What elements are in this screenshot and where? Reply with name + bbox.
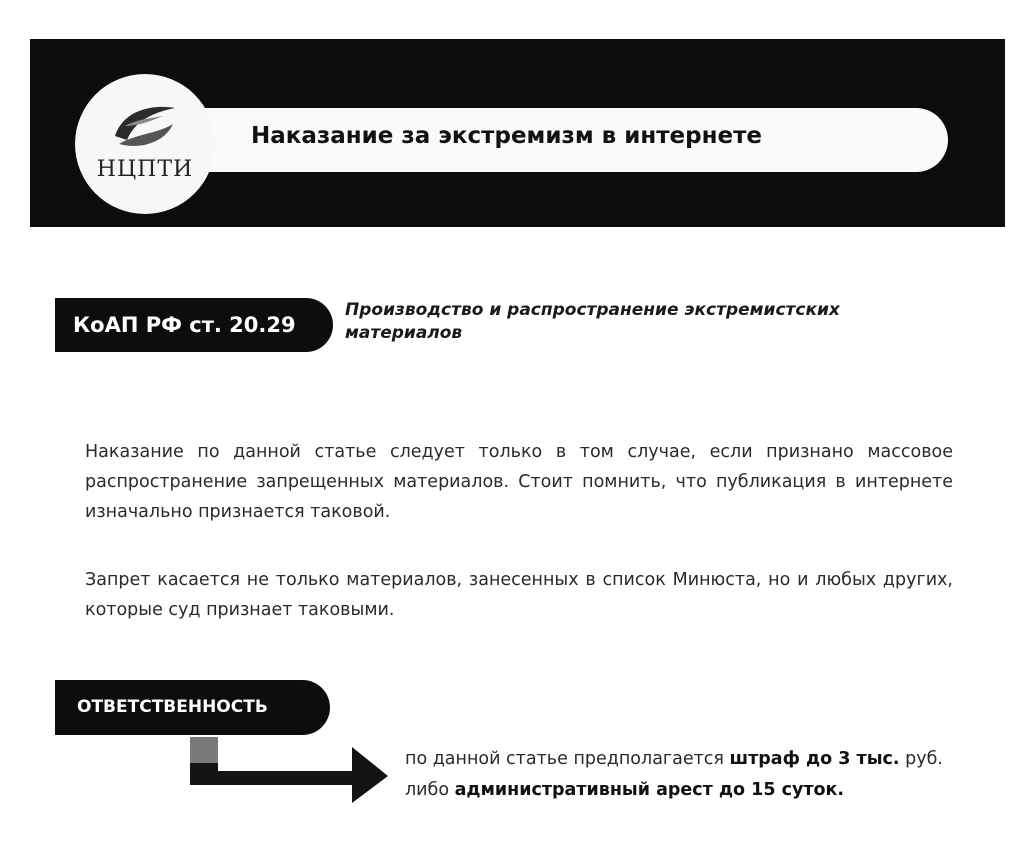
logo-text: НЦПТИ — [96, 157, 194, 182]
law-code-tag: КоАП РФ ст. 20.29 — [55, 298, 333, 352]
title-pill — [165, 108, 948, 172]
penalty-text-part-1: по данной статье предполагается — [405, 749, 730, 769]
body-paragraph-2: Запрет касается не только материалов, занесенных в список Минюста, но и любых других, которые суд признает таковыми. — [85, 570, 953, 620]
penalty-arrest: административный арест до 15 суток. — [454, 780, 845, 800]
page-title: Наказание за экстремизм в интернете — [251, 123, 763, 149]
logo — [75, 74, 215, 214]
penalty-fine: штраф до 3 тыс. — [729, 749, 900, 769]
swoosh-logo-icon — [105, 100, 185, 156]
responsibility-tag: ОТВЕТСТВЕННОСТЬ — [55, 680, 330, 735]
law-title: Производство и распространение экстремистских материалов — [345, 300, 840, 343]
penalty-text-part-2: руб. либо — [405, 749, 943, 800]
penalty-text — [405, 744, 960, 806]
body-paragraph-1: Наказание по данной статье следует только в том случае, если признано массовое распространение запрещенных материалов. Стоит помнить, что публикация в интернете изначально признается таковой. — [85, 442, 953, 522]
elbow-arrow-icon — [190, 735, 395, 805]
